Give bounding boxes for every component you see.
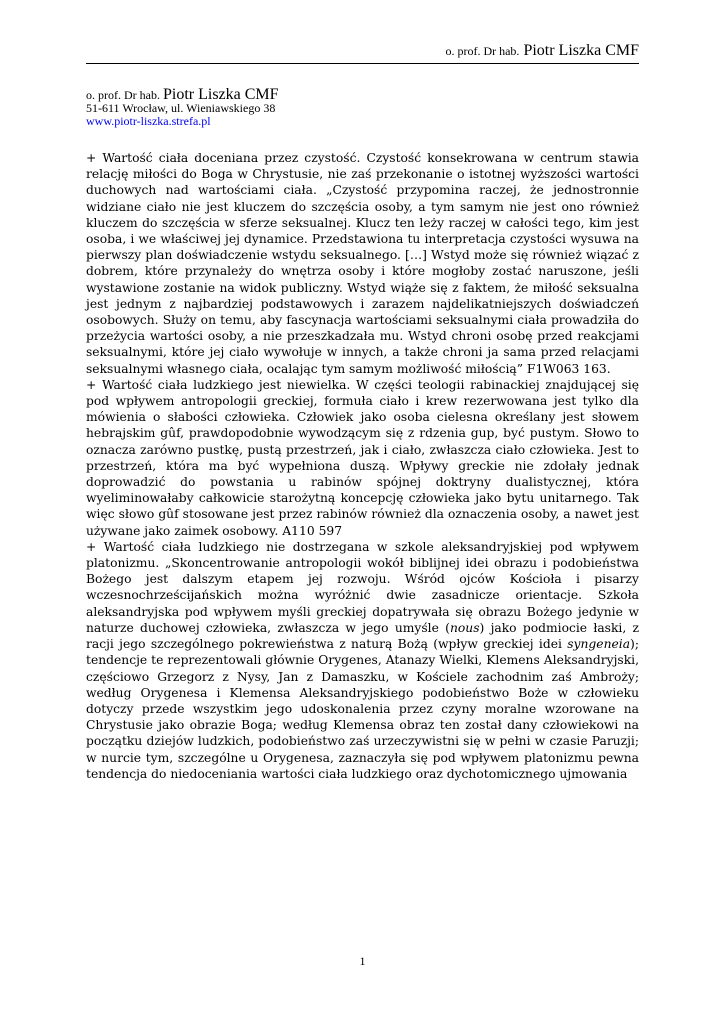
document-body — [86, 150, 639, 782]
header-author-prefix: o. prof. Dr hab. — [445, 44, 520, 58]
page-number: 1 — [359, 954, 366, 968]
header-author-name: Piotr Liszka CMF — [523, 42, 639, 59]
paragraph-3-part-3: ); tendencje te reprezentowali głównie Orygenes, Atanazy Wielki, Klemens Aleksandryjski, częściowo Grzegorz z Nysy, Jan z Damaszku, w Kościele zachodnim zaś Ambroży; według Orygenesa i Klemensa Aleksandryjskiego podobieństwo Boże w człowieku dotyczy przede wszystkim jego udoskonalenia przez czyny moralne wzorowane na Chrystusie jako obrazie Boga; według Klemensa obraz ten został dany człowiekowi na początku dziejów ludzkich, podobieństwo zaś urzeczywistni się w pełni w czasie Paruzji; w nurcie tym, szczególne u Orygenesa, zaznaczyła się pod wpływem platonizmu pewna tendencja do niedoceniania wartości ciała ludzkiego oraz dychotomicznego ujmowania — [86, 637, 639, 781]
author-website-link[interactable]: www.piotr-liszka.strefa.pl — [86, 114, 211, 128]
paragraph-3-part-2: ) jako podmiocie łaski, z racji jego szczególnego pokrewieństwa z naturą Bożą (wpływ greckiej idei — [86, 620, 640, 652]
paragraph-3-part-1: + Wartość ciała ludzkiego nie dostrzegana w szkole aleksandryjskiej pod wpływem platonizmu. „Skoncentrowanie antropologii wokół biblijnej idei obrazu i podobieństwa Bożego jest dalszym etapem jej rozwoju. Wśród ojców Kościoła i pisarzy wczesnochrześcijańskich można wyróżnić dwie zasadnicze orientacje. Szkoła aleksandryjska pod wpływem myśli greckiej dopatrywała się obrazu Bożego jedynie w naturze duchowej człowieka, zwłaszcza w jego umyśle ( — [86, 539, 639, 635]
author-address-block — [86, 88, 279, 128]
author-line — [86, 88, 279, 102]
paragraph-1: + Wartość ciała doceniana przez czystość. Czystość konsekrowana w centrum stawia relację miłości do Boga w Chrystusie, nie zaś przekonanie o istotnej wyższości wartości duchowych nad wartościami ciała. „Czystość przypomina raczej, że jednostronnie widziane ciało nie jest kluczem do szczęścia osoby, a tym samym nie jest ono również kluczem do szczęścia w sferze seksualnej. Klucz ten leży raczej w całości tego, kim jest osoba, i we właściwej jej dynamice. Przedstawiona tu interpretacja czystości wysuwa na pierwszy plan doświadczenie wstydu seksualnego. […] Wstyd może się również wiązać z dobrem, które przynależy do wnętrza osoby i które mogłoby zostać naruszone, jeśli wystawione zostanie na widok publiczny. Wstyd wiąże się z faktem, że miłość seksualna jest jednym z najbardziej podstawowych i zarazem najdelikatniejszych doświadczeń osobowych. Służy on temu, aby fascynacja wartościami seksualnymi ciała prowadziła do przeżycia wartości osoby, a nie przeszkadzała mu. Wstyd chroni osobę przed reakcjami seksualnymi, które jej ciało wywołuje w innych, a także chroni ja sama przed relacjami seksualnymi własnego ciała, ocalając tym samym możliwość miłością” F1W063 163. — [86, 151, 639, 376]
paragraph-3-term-nous: nous — [449, 620, 480, 635]
page-header — [86, 42, 639, 64]
author-street: 51-611 Wrocław, ul. Wieniawskiego 38 — [86, 101, 276, 115]
paragraph-3-term-syngeneia: syngeneia — [567, 637, 631, 652]
paragraph-2: + Wartość ciała ludzkiego jest niewielka. W części teologii rabinackiej znajdującej się pod wpływem antropologii greckiej, formuła ciało i krew rezerwowana jest tylko dla mówienia o słabości człowieka. Człowiek jako osoba cielesna określany jest słowem hebrajskim gûf, prawdopodobnie wywodzącym się z rdzenia gup, być pustym. Słowo to oznacza zarówno pustkę, pustą przestrzeń, jak i ciało, zwłaszcza ciało człowieka. Jest to przestrzeń, która ma być wypełniona duszą. Wpływy greckie nie zdołały jednak doprowadzić do powstania u rabinów spójnej doktryny dualistycznej, która wyeliminowałaby całkowicie starożytną koncepcję człowieka jako bytu unitarnego. Tak więc słowo gûf stosowane jest przez rabinów również dla oznaczenia osoby, a nawet jest używane jako zaimek osobowy. A110 597 — [86, 377, 639, 538]
paragraph-3 — [86, 539, 639, 782]
author-name: Piotr Liszka CMF — [162, 86, 279, 103]
author-prefix: o. prof. Dr hab. — [86, 88, 160, 102]
